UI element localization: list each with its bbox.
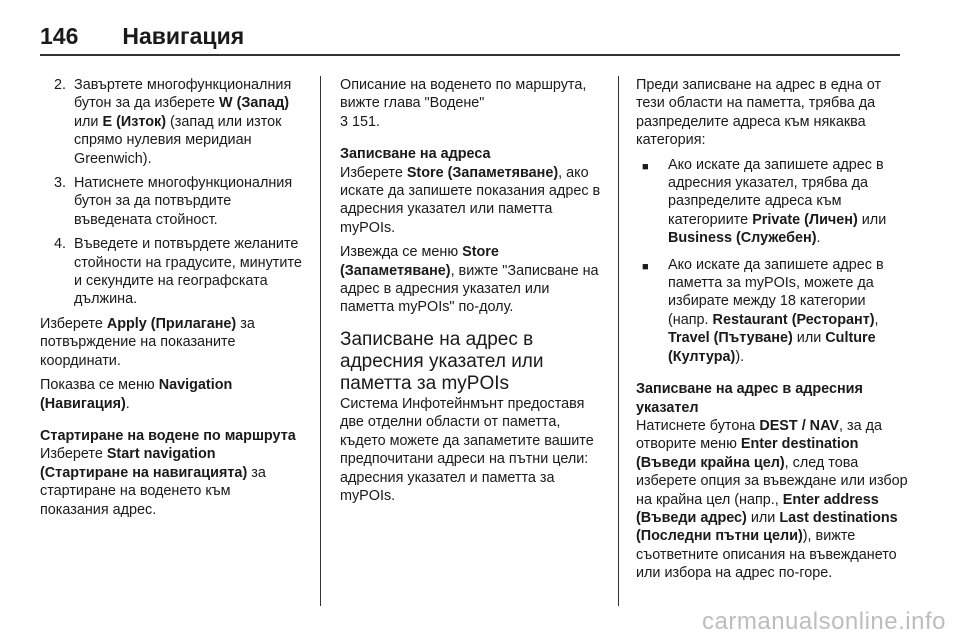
watermark: carmanualsonline.info (702, 608, 946, 635)
step-text: Натиснете многофункционалния бутон за да потвърдите въведената стойност. (74, 175, 293, 228)
step-4 (40, 235, 302, 309)
step-3 (40, 174, 302, 229)
step-number: 2. (53, 77, 66, 93)
paragraph: Система Инфотейнмънт предоставя две отделни области от паметта, където можете да запаметите вашите предпочитани адреси на пътни цели: адресния указател и паметта за myPOIs. (340, 395, 594, 504)
column-2 (340, 76, 602, 511)
travel-label: Travel (Пътуване) (668, 330, 793, 347)
step-text: Въведете и потвърдете желаните стойности на градусите, минутите и секундите на географската дължина. (74, 236, 302, 308)
column-1 (40, 76, 302, 525)
text: , (874, 311, 879, 328)
paragraph (340, 164, 602, 238)
text: (запад или изток спрямо нулевия меридиан Greenwich). (74, 113, 282, 167)
text: Изберете (40, 315, 107, 332)
text: , за да отворите меню (636, 417, 883, 453)
page-number: 146 (40, 22, 79, 49)
text: или (792, 330, 826, 347)
text: Изберете (40, 446, 107, 463)
step-number: 4. (53, 236, 66, 253)
paragraph (40, 445, 302, 519)
text: , след това изберете опция за въвеждане или избор на крайна цел (напр., (636, 454, 908, 508)
store-label: Store (Запаметяване) (406, 164, 559, 181)
text: или (746, 509, 780, 526)
text: или (857, 211, 887, 228)
apply-label: Apply (Прилагане) (106, 315, 237, 332)
start-navigation-label: Start navigation (Стартиране на навигацията) (40, 446, 248, 481)
text: , ако искате да запишете показания адрес в адресния указател или паметта myPOIs. (340, 164, 601, 236)
paragraph (636, 417, 908, 583)
dest-nav-label: DEST / NAV (759, 417, 840, 434)
enter-destination-label: Enter destination (Въведи крайна цел) (636, 436, 859, 471)
text: Изберете (340, 164, 407, 181)
column-3 (636, 76, 908, 589)
page-ref-icon: 3 151. (340, 113, 381, 130)
square-bullet-icon: ■ (642, 260, 649, 273)
text: ). (735, 348, 745, 365)
text: за потвърждение на показаните координати. (40, 315, 255, 369)
square-bullet-icon: ■ (642, 160, 649, 173)
text: . (125, 395, 130, 412)
column-divider (320, 76, 321, 606)
text: Показва се меню (40, 377, 159, 394)
section-heading: Стартиране на водене по маршрута (40, 427, 296, 444)
list-item-text (668, 256, 908, 366)
step-text (74, 76, 302, 168)
text: , вижте "Записване на адрес в адресния указател или паметта myPOIs" по-долу. (340, 262, 599, 316)
section-title: Записване на адрес в адресния указател или паметта за myPOIs (340, 328, 544, 394)
text: Завъртете многофункционалния бутон за да изберете (74, 77, 292, 112)
navigation-label: Navigation (Навигация) (40, 377, 233, 412)
paragraph (40, 376, 302, 413)
step-number: 3. (53, 175, 66, 192)
text: Ако искате да запишете адрес в паметта за myPOIs, можете да избирате между 18 категории (напр. (668, 256, 884, 328)
option-east: E (Изток) (102, 113, 167, 130)
paragraph (40, 315, 302, 370)
step-2 (40, 76, 302, 168)
text: ), вижте съответните описания на въвеждането или избора на адрес по-горе. (636, 528, 897, 582)
text: . (816, 230, 821, 247)
business-label: Business (Служебен) (668, 230, 817, 247)
list-item-text (668, 156, 908, 248)
text: Ако искате да запишете адрес в адресния указател, трябва да разпределите адреса към категориите (668, 156, 884, 228)
text: или (74, 113, 103, 130)
store-label: Store (Запаметяване) (340, 244, 499, 279)
option-west: W (Запад) (219, 95, 290, 112)
text: Натиснете бутона (636, 417, 760, 434)
restaurant-label: Restaurant (Ресторант) (712, 311, 875, 328)
section-heading: Записване на адрес в адресния указател (636, 381, 863, 416)
text: Извежда се меню (340, 244, 463, 261)
text: за стартиране на воденето към показания адрес. (40, 464, 266, 518)
paragraph (340, 76, 602, 131)
last-destinations-label: Last destinations (Последни пътни цели) (636, 509, 898, 545)
private-label: Private (Личен) (752, 211, 858, 228)
paragraph (340, 243, 602, 317)
page-header (40, 18, 900, 56)
paragraph: Преди записване на адрес в една от тези области на паметта, трябва да разпределите адреса към някаква категория: (636, 77, 882, 149)
list-item (636, 156, 908, 248)
list-item (636, 256, 908, 366)
page-title: Навигация (122, 22, 245, 49)
section-heading: Записване на адреса (340, 146, 491, 163)
text: Описание на воденето по маршрута, вижте глава "Водене" (340, 77, 587, 112)
culture-label: Culture (Култура) (668, 330, 876, 365)
column-divider (618, 76, 619, 606)
enter-address-label: Enter address (Въведи адрес) (636, 491, 879, 526)
